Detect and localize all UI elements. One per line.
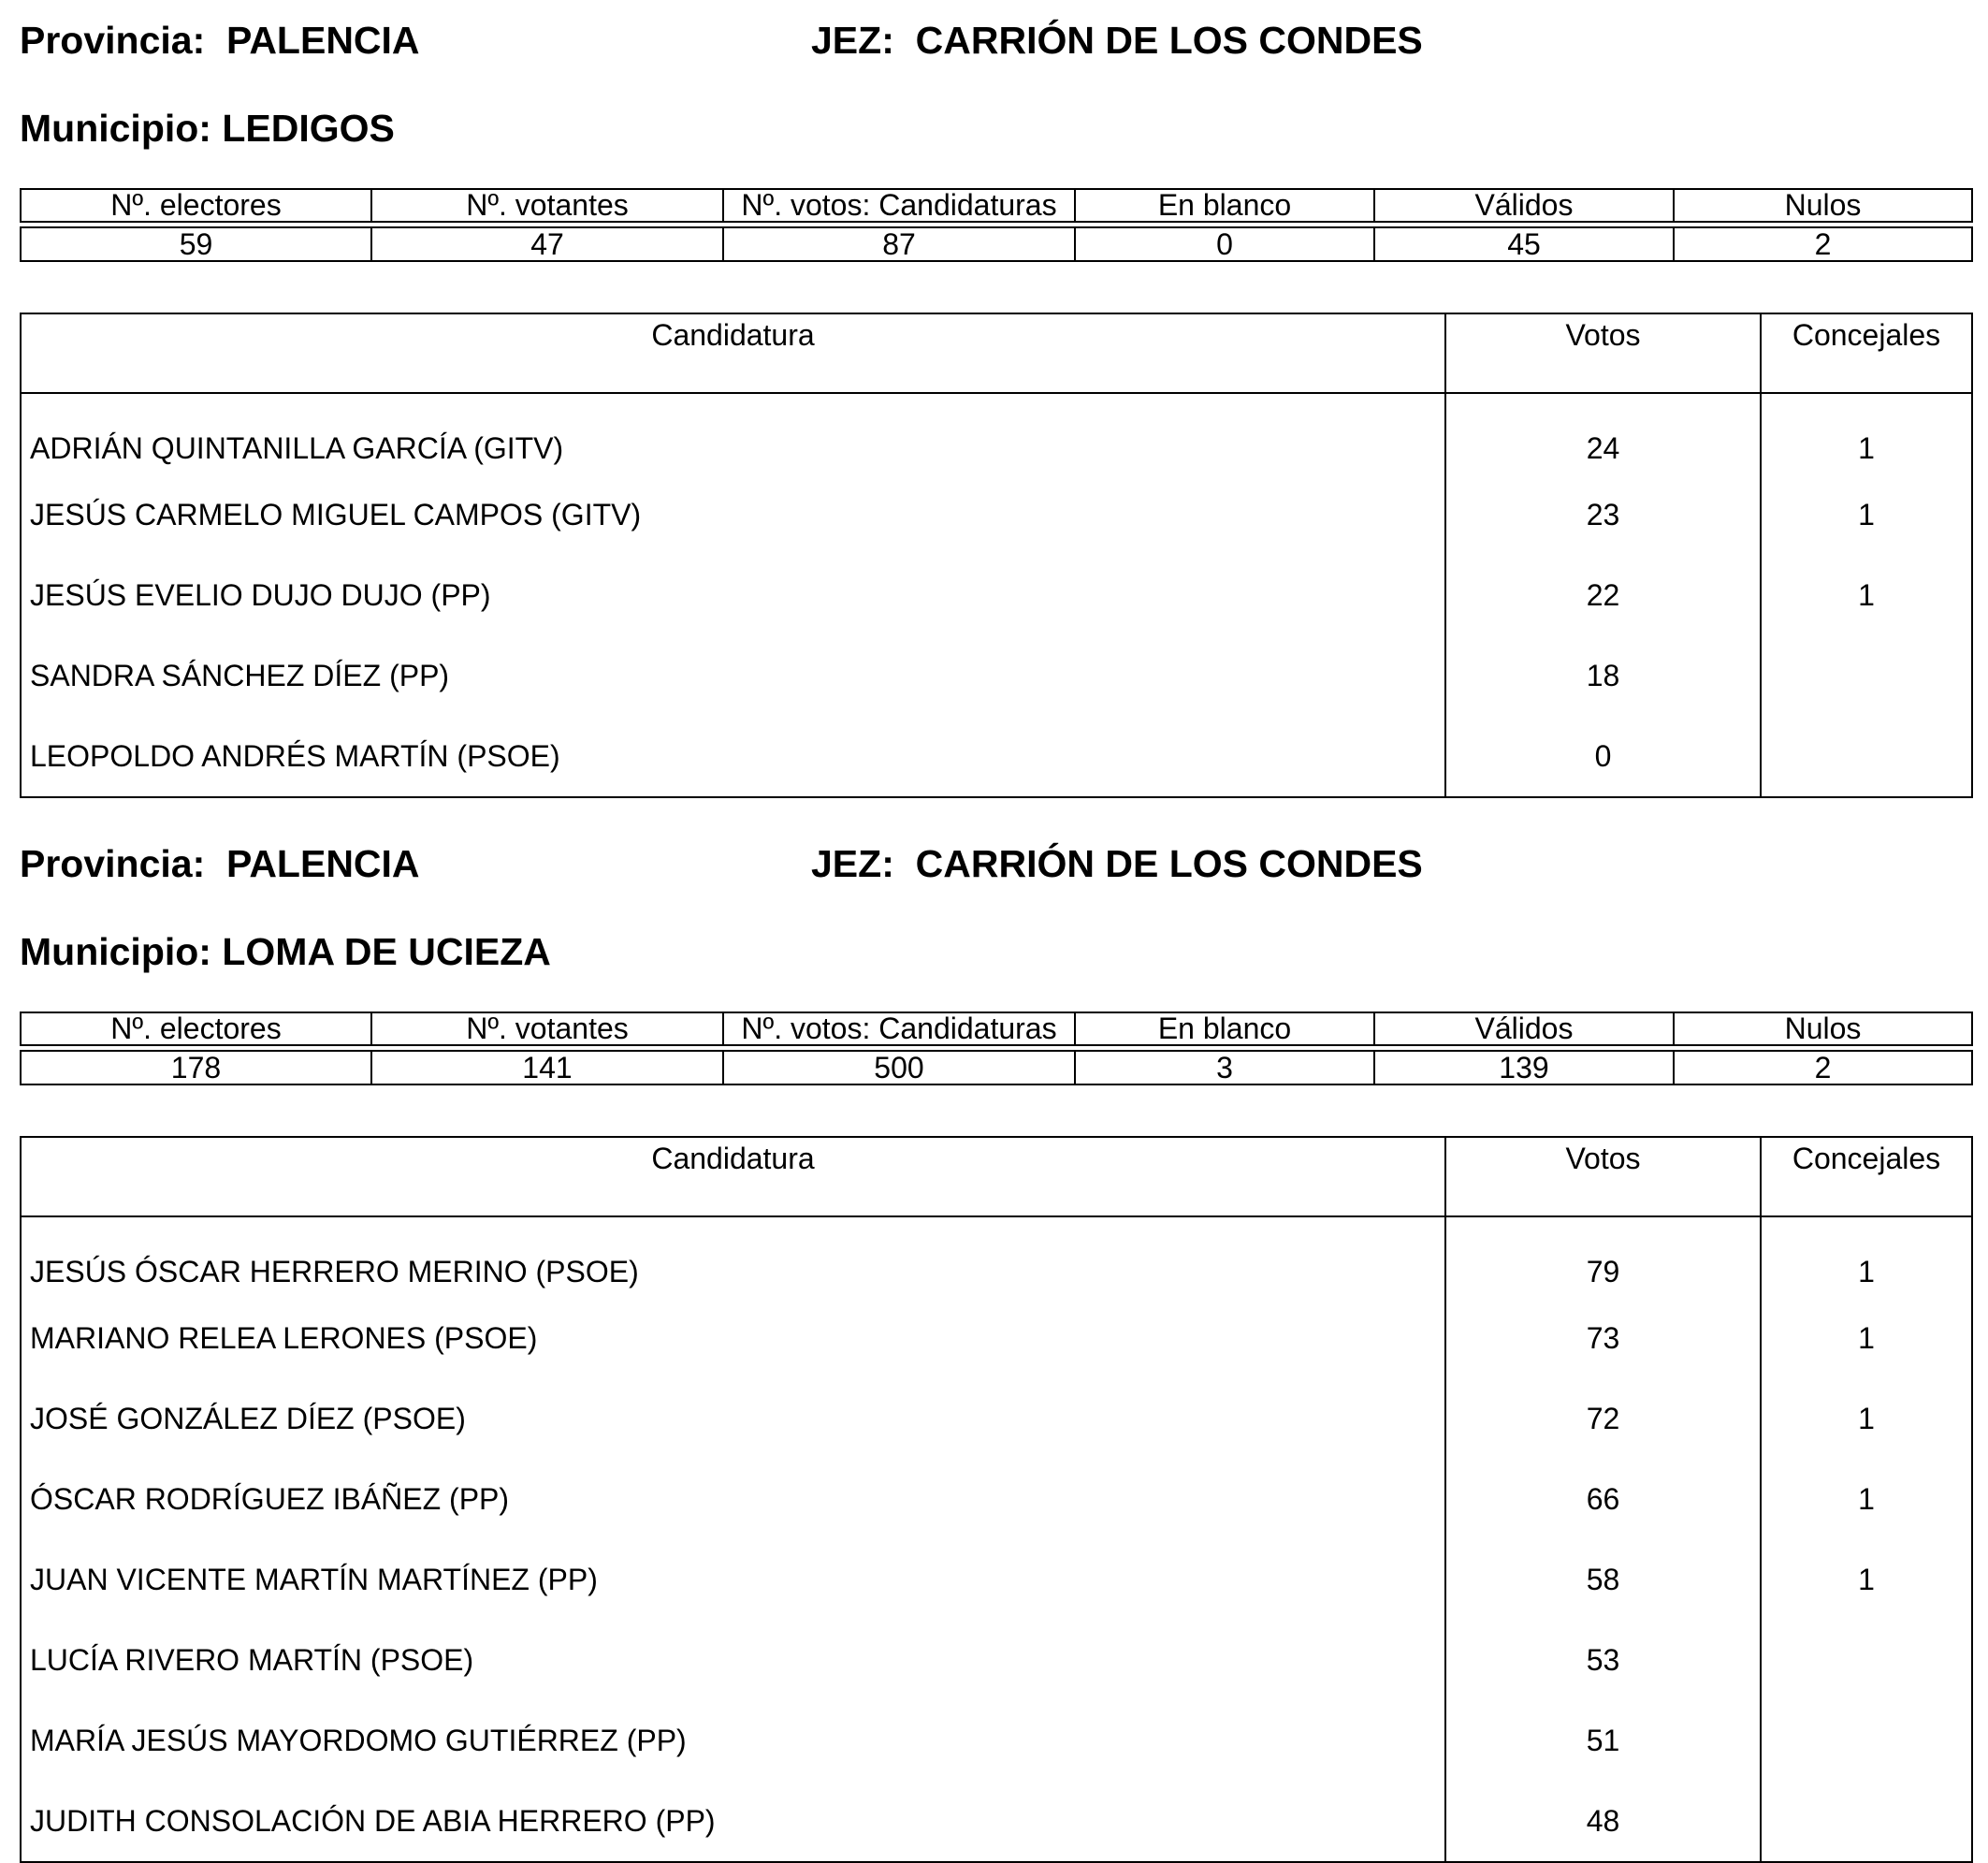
summary-header-row: [21, 189, 1972, 222]
summary-value-cell: 45: [1374, 227, 1674, 261]
summary-table: [20, 188, 1973, 262]
candidate-concejales: 1: [1858, 577, 1875, 612]
summary-header-cell: Nº. electores: [21, 189, 371, 222]
candidate-concejales: 1: [1858, 430, 1875, 465]
candidate-concejales: [1761, 1620, 1972, 1700]
header-votos: Votos: [1445, 313, 1761, 393]
header-candidatura: Candidatura: [21, 1137, 1445, 1216]
table-row: [21, 1539, 1972, 1620]
summary-value-cell: 59: [21, 227, 371, 261]
candidate-votos: 66: [1445, 1459, 1761, 1539]
candidate-concejales: [1761, 635, 1972, 716]
summary-header-cell: Válidos: [1374, 1012, 1674, 1045]
candidate-concejales: 1: [1858, 1320, 1875, 1355]
candidate-concejales: 1: [1858, 1481, 1875, 1516]
candidate-concejales: 1: [1858, 1254, 1875, 1288]
candidate-votos: 53: [1445, 1620, 1761, 1700]
candidate-name: JESÚS EVELIO DUJO DUJO (PP): [21, 555, 1445, 635]
candidate-votos: 18: [1445, 635, 1761, 716]
header-concejales: Concejales: [1761, 1137, 1972, 1216]
summary-value-cell: 3: [1075, 1051, 1374, 1084]
table-row: [21, 393, 1972, 474]
candidates-table: [20, 313, 1973, 798]
candidate-name: SANDRA SÁNCHEZ DÍEZ (PP): [21, 635, 1445, 716]
summary-header-cell: Nº. votos: Candidaturas: [723, 189, 1075, 222]
candidate-name: JESÚS CARMELO MIGUEL CAMPOS (GITV): [21, 474, 1445, 555]
candidate-concejales: 1: [1858, 497, 1875, 531]
candidate-votos: 72: [1445, 1378, 1761, 1459]
summary-header-cell: En blanco: [1075, 189, 1374, 222]
candidate-votos: 24: [1445, 393, 1761, 474]
candidate-name: MARÍA JESÚS MAYORDOMO GUTIÉRREZ (PP): [21, 1700, 1445, 1781]
summary-value-row: [21, 227, 1972, 261]
summary-header-cell: Nulos: [1674, 1012, 1972, 1045]
table-row: [21, 474, 1972, 555]
candidate-name: MARIANO RELEA LERONES (PSOE): [21, 1298, 1445, 1378]
candidate-concejales: [1761, 1781, 1972, 1862]
summary-header-cell: Nº. votos: Candidaturas: [723, 1012, 1075, 1045]
summary-value-cell: 178: [21, 1051, 371, 1084]
candidate-name: JUDITH CONSOLACIÓN DE ABIA HERRERO (PP): [21, 1781, 1445, 1862]
header-concejales: Concejales: [1761, 313, 1972, 393]
provincia-label: Provincia: PALENCIA: [20, 842, 420, 885]
table-row: [21, 1620, 1972, 1700]
summary-value-cell: 141: [371, 1051, 723, 1084]
header-candidatura: Candidatura: [21, 313, 1445, 393]
table-row: [21, 635, 1972, 716]
summary-value-cell: 87: [723, 227, 1075, 261]
summary-value-cell: 2: [1674, 1051, 1972, 1084]
candidate-name: JESÚS ÓSCAR HERRERO MERINO (PSOE): [21, 1216, 1445, 1298]
candidate-votos: 73: [1445, 1298, 1761, 1378]
table-row: [21, 1216, 1972, 1298]
candidate-name: JUAN VICENTE MARTÍN MARTÍNEZ (PP): [21, 1539, 1445, 1620]
candidate-concejales: 1: [1858, 1401, 1875, 1435]
candidate-votos: 79: [1445, 1216, 1761, 1298]
candidate-name: ÓSCAR RODRÍGUEZ IBÁÑEZ (PP): [21, 1459, 1445, 1539]
provincia-label: Provincia: PALENCIA: [20, 19, 420, 62]
municipio-label: Municipio: LOMA DE UCIEZA: [20, 930, 551, 973]
table-row: [21, 1298, 1972, 1378]
summary-value-cell: 500: [723, 1051, 1075, 1084]
municipio-label: Municipio: LEDIGOS: [20, 107, 395, 150]
candidate-votos: 48: [1445, 1781, 1761, 1862]
table-row: [21, 716, 1972, 797]
summary-value-cell: 139: [1374, 1051, 1674, 1084]
table-row: [21, 555, 1972, 635]
candidate-votos: 22: [1445, 555, 1761, 635]
summary-value-cell: 2: [1674, 227, 1972, 261]
candidate-name: LEOPOLDO ANDRÉS MARTÍN (PSOE): [21, 716, 1445, 797]
candidate-votos: 0: [1445, 716, 1761, 797]
summary-header-cell: Nº. votantes: [371, 189, 723, 222]
candidate-name: JOSÉ GONZÁLEZ DÍEZ (PSOE): [21, 1378, 1445, 1459]
candidate-name: ADRIÁN QUINTANILLA GARCÍA (GITV): [21, 393, 1445, 474]
summary-header-cell: Nº. votantes: [371, 1012, 723, 1045]
summary-header-cell: En blanco: [1075, 1012, 1374, 1045]
summary-header-cell: Válidos: [1374, 189, 1674, 222]
candidate-concejales: [1761, 716, 1972, 797]
candidate-votos: 51: [1445, 1700, 1761, 1781]
summary-value-row: [21, 1051, 1972, 1084]
table-row: [21, 1781, 1972, 1862]
summary-header-row: [21, 1012, 1972, 1045]
header-votos: Votos: [1445, 1137, 1761, 1216]
candidates-header-row: [21, 1137, 1972, 1216]
candidate-votos: 23: [1445, 474, 1761, 555]
candidate-concejales: [1761, 1700, 1972, 1781]
candidates-table: [20, 1136, 1973, 1863]
candidate-name: LUCÍA RIVERO MARTÍN (PSOE): [21, 1620, 1445, 1700]
summary-table: [20, 1012, 1973, 1085]
jez-label: JEZ: CARRIÓN DE LOS CONDES: [811, 19, 1423, 62]
table-row: [21, 1700, 1972, 1781]
table-row: [21, 1459, 1972, 1539]
summary-header-cell: Nº. electores: [21, 1012, 371, 1045]
candidates-header-row: [21, 313, 1972, 393]
table-row: [21, 1378, 1972, 1459]
summary-header-cell: Nulos: [1674, 189, 1972, 222]
candidate-votos: 58: [1445, 1539, 1761, 1620]
summary-value-cell: 47: [371, 227, 723, 261]
candidate-concejales: 1: [1858, 1562, 1875, 1596]
summary-value-cell: 0: [1075, 227, 1374, 261]
jez-label: JEZ: CARRIÓN DE LOS CONDES: [811, 842, 1423, 885]
